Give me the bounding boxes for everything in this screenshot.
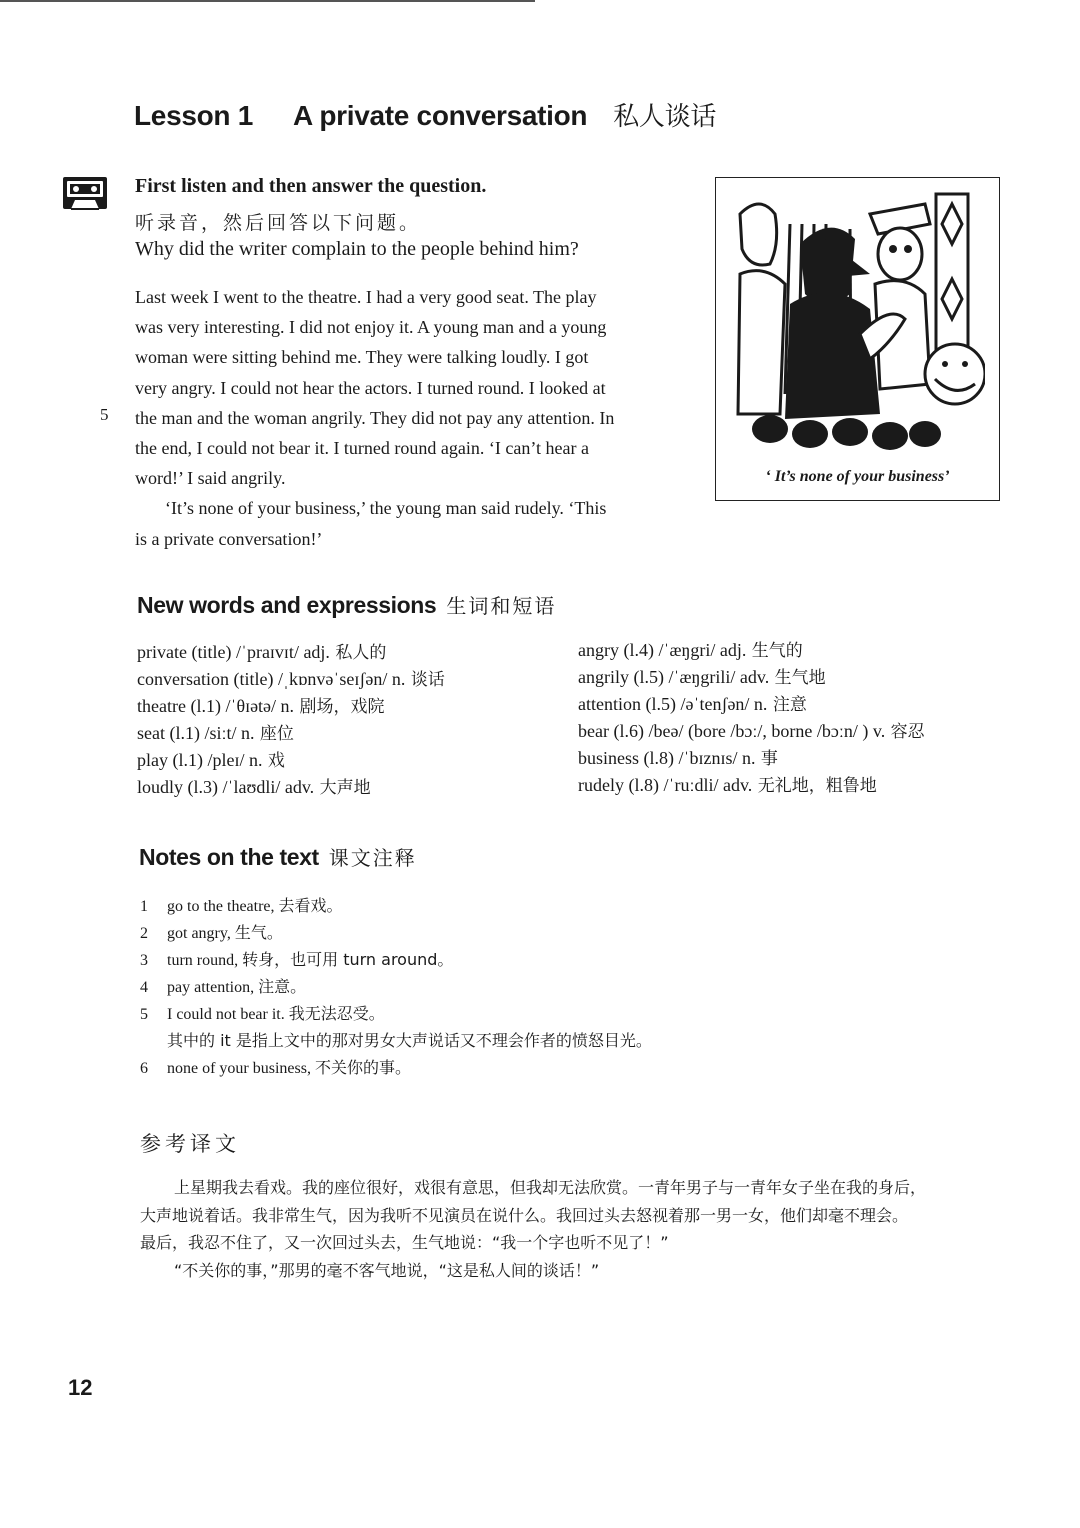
vocab-item [137, 720, 445, 747]
story-line: ‘It’s none of your business,’ the young man said rudely. ‘This [165, 498, 607, 519]
vocab-meaning: 注意 [767, 695, 807, 715]
translation-text [140, 1174, 1020, 1284]
notes-heading-en: Notes on the text [139, 844, 319, 870]
vocab-meaning: 事 [755, 749, 778, 769]
story-line: was very interesting. I did not enjoy it. A young man and a young [135, 317, 607, 338]
note-zh: 我无法忍受。 [288, 1004, 385, 1023]
notes-list [140, 892, 652, 1081]
vocab-entry: play (l.1) /pleɪ/ n. [137, 750, 263, 770]
vocab-meaning: 无礼地，粗鲁地 [752, 776, 877, 796]
illustration-frame [715, 177, 1000, 501]
translation-line: 上星期我去看戏。我的座位很好，戏很有意思，但我却无法欣赏。一青年男子与一青年女子坐在我的身后， [174, 1178, 927, 1197]
note-number: 4 [140, 979, 148, 996]
note-en: pay attention, [167, 979, 259, 996]
vocab-entry: seat (l.1) /siːt/ n. [137, 723, 255, 743]
note-item [140, 946, 652, 973]
vocab-entry: bear (l.6) /beə/ (bore /bɔː/, borne /bɔːn/ ) v. [578, 721, 886, 741]
vocab-item [137, 666, 445, 693]
vocab-entry: business (l.8) /ˈbɪznɪs/ n. [578, 748, 756, 768]
vocab-item [137, 693, 445, 720]
vocab-entry: angrily (l.5) /ˈæŋgrili/ adv. [578, 667, 770, 687]
vocab-meaning: 谈话 [405, 670, 445, 690]
vocab-meaning: 生气的 [746, 641, 803, 661]
page-number: 12 [68, 1375, 93, 1400]
note-en: turn round, [167, 952, 243, 969]
vocab-item [137, 774, 445, 801]
note-zh: 注意。 [258, 977, 307, 996]
note-number: 3 [140, 952, 148, 969]
story-line: the man and the woman angrily. They did not pay any attention. In [135, 407, 615, 428]
vocab-item [578, 718, 925, 745]
vocab-entry: conversation (title) /ˌkɒnvəˈseɪʃən/ n. [137, 669, 406, 689]
note-zh: 转身，也可用 turn around。 [242, 950, 454, 969]
note-en: go to the theatre, [167, 898, 279, 915]
story-line: the end, I could not bear it. I turned round again. ‘I can’t hear a [135, 437, 589, 458]
note-item [140, 1054, 652, 1081]
story-line: woman were sitting behind me. They were talking loudly. I got [135, 347, 589, 368]
top-rule [0, 0, 535, 2]
vocab-meaning: 私人的 [329, 643, 387, 663]
notes-heading [139, 842, 417, 871]
vocab-entry: angry (l.4) /ˈæŋgri/ adj. [578, 640, 747, 660]
vocab-meaning: 剧场，戏院 [294, 697, 385, 717]
translation-heading: 参考译文 [140, 1132, 240, 1156]
cassette-tape-icon [62, 176, 108, 210]
new-words-heading-en: New words and expressions [137, 592, 437, 618]
note-5-explanation: 其中的 it 是指上文中的那对男女大声说话又不理会作者的愤怒目光。 [167, 1031, 652, 1050]
story-text [135, 282, 675, 554]
vocab-item [578, 664, 925, 691]
note-item [140, 973, 652, 1000]
lesson-name: A private conversation [292, 100, 588, 131]
vocab-item [137, 639, 445, 666]
lesson-name-zh: 私人谈话 [613, 102, 717, 132]
note-en: none of your business, [167, 1060, 315, 1077]
story-line: word!’ I said angrily. [135, 468, 286, 489]
vocab-item [137, 747, 445, 774]
note-number: 1 [140, 898, 148, 915]
vocab-item [578, 745, 925, 772]
note-number: 5 [140, 1006, 148, 1023]
vocab-list-right [578, 637, 925, 799]
translation-line: 大声地说着话。我非常生气，因为我听不见演员在说什么。我回过头去怒视着那一男一女，他们却毫不理会。 [140, 1205, 909, 1225]
note-item [140, 892, 652, 919]
note-item [140, 1000, 652, 1027]
lesson-title [134, 96, 716, 133]
question-instruction: First listen and then answer the question. [135, 175, 487, 197]
question-text: Why did the writer complain to the people behind him? [135, 238, 579, 260]
note-en: got angry, [167, 925, 235, 942]
vocab-item [578, 637, 925, 664]
new-words-heading-zh: 生词和短语 [446, 594, 557, 618]
story-line: very angry. I could not hear the actors. I turned round. I looked at [135, 377, 606, 398]
vocab-entry: theatre (l.1) /ˈθɪətə/ n. [137, 696, 295, 716]
note-number: 2 [140, 925, 148, 942]
vocab-entry: attention (l.5) /əˈtenʃən/ n. [578, 694, 768, 714]
new-words-heading [137, 590, 556, 619]
line-number: 5 [100, 405, 109, 424]
lesson-number: Lesson 1 [134, 100, 253, 131]
notes-heading-zh: 课文注释 [328, 846, 417, 870]
translation-line: 最后，我忍不住了，又一次回过头去，生气地说：“我一个字也听不见了！” [140, 1233, 669, 1252]
note-zh: 生气。 [234, 923, 283, 942]
vocab-meaning: 座位 [254, 724, 294, 744]
vocab-entry: rudely (l.8) /ˈruːdli/ adv. [578, 775, 753, 795]
note-zh: 去看戏。 [278, 896, 343, 915]
story-line: Last week I went to the theatre. I had a very good seat. The play [135, 287, 597, 307]
note-en: I could not bear it. [167, 1006, 289, 1023]
vocab-list-left [137, 639, 445, 801]
illustration-caption: ‘ It’s none of your business’ [765, 468, 950, 485]
question-instruction-zh: 听录音，然后回答以下问题。 [135, 212, 422, 234]
vocab-item [578, 691, 925, 718]
note-number: 6 [140, 1060, 148, 1077]
note-item [140, 919, 652, 946]
theatre-cartoon-illustration [730, 184, 985, 452]
note-zh: 不关你的事。 [314, 1058, 411, 1077]
vocab-item [578, 772, 925, 799]
translation-line: “不关你的事，”那男的毫不客气地说，“这是私人间的谈话！” [174, 1260, 600, 1280]
story-line: is a private conversation!’ [135, 528, 323, 549]
vocab-meaning: 生气地 [769, 668, 826, 688]
vocab-entry: loudly (l.3) /ˈlaʊdli/ adv. [137, 777, 315, 797]
vocab-meaning: 容忍 [885, 722, 925, 742]
vocab-meaning: 大声地 [314, 778, 371, 798]
vocab-meaning: 戏 [262, 751, 285, 771]
vocab-entry: private (title) /ˈpraɪvɪt/ adj. [137, 642, 330, 662]
